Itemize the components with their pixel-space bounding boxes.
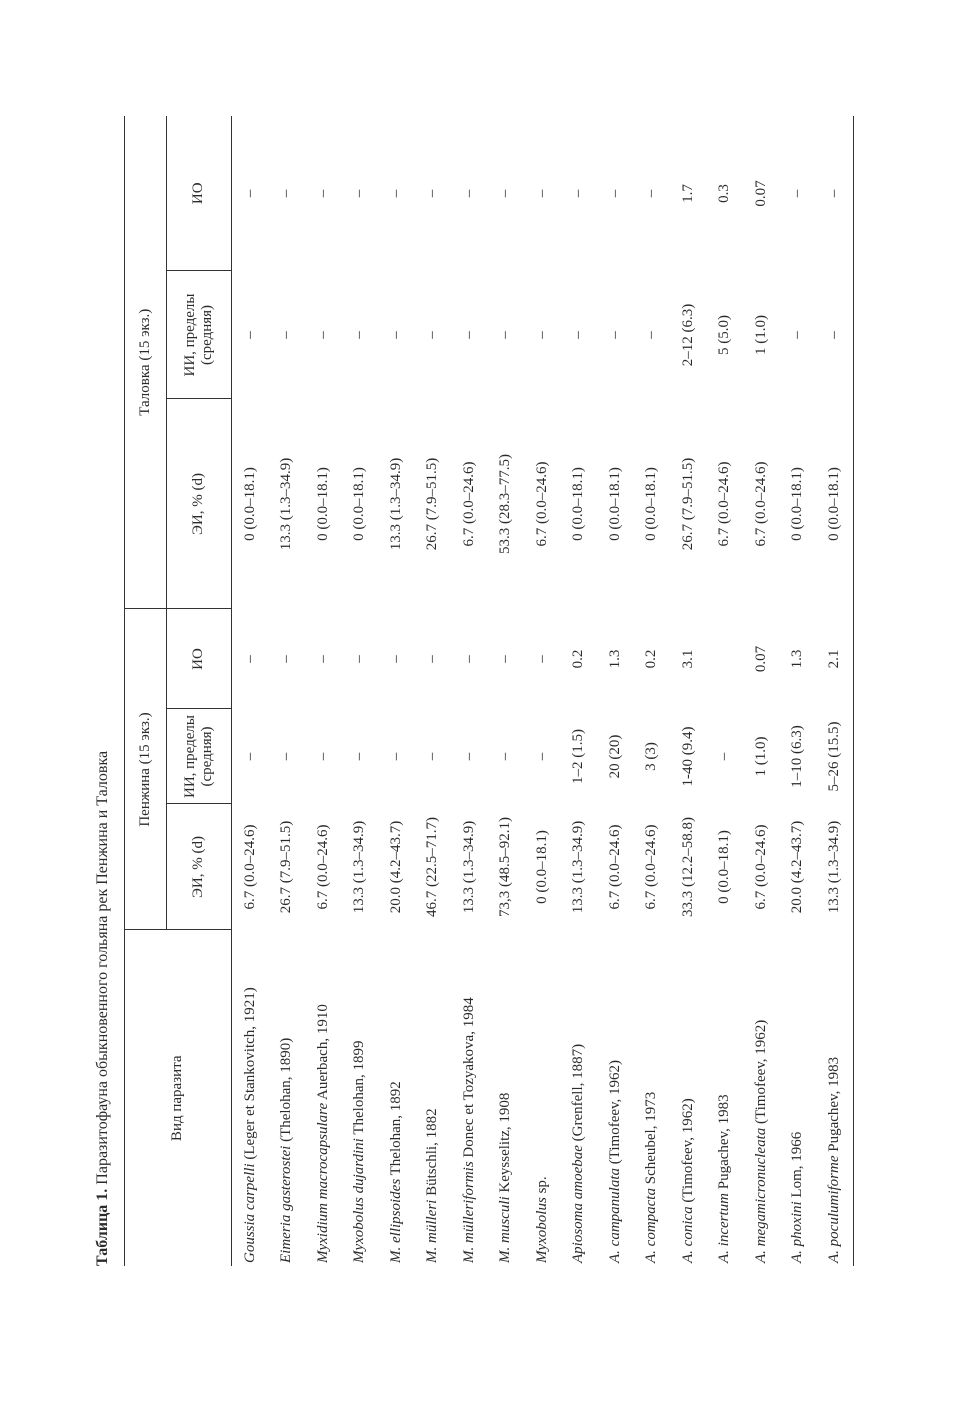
species-cell: [634, 930, 671, 1266]
value-cell-p-io: 3.1: [679, 649, 696, 669]
species-author: (Timofeev, 1962): [679, 1098, 696, 1207]
species-cell: [269, 930, 306, 1266]
species-author: Thelohan, 1899: [351, 1040, 368, 1139]
species-genus: M. ellipsoides: [387, 1178, 404, 1263]
value-cell-t-io: –: [570, 189, 587, 198]
value-cell-t-ii: –: [387, 331, 404, 339]
value-cell-p-ei: 13.3 (1.3–34.9): [460, 820, 477, 914]
species-genus: A. poculumiforme: [825, 1155, 842, 1263]
table-row: [524, 116, 561, 1266]
species-author: (Leger et Stankovitch, 1921): [241, 987, 258, 1164]
species-cell: [488, 930, 525, 1266]
species-cell: [305, 930, 342, 1266]
table-row: [634, 116, 671, 1266]
value-cell-p-ei: 20.0 (4.2–43.7): [387, 820, 404, 914]
value-cell-p-ei: 33.3 (12.2–58.8): [679, 817, 696, 917]
value-cell-t-ei: 0 (0.0–18.1): [570, 467, 587, 541]
col-penzhina-ei: ЭИ, % (d): [167, 804, 232, 930]
value-cell-t-io: –: [497, 189, 514, 198]
table-row: [269, 116, 306, 1266]
value-cell-t-io: –: [816, 116, 853, 271]
value-cell-t-ii: –: [424, 331, 441, 339]
species-cell: [342, 930, 379, 1266]
table-row: [378, 116, 415, 1266]
value-cell-t-ii: –: [816, 271, 853, 399]
value-cell-p-io: –: [351, 655, 368, 663]
table-row: [707, 116, 744, 1266]
value-cell-t-ei: 53.3 (28.3–77.5): [497, 454, 514, 554]
table-row: [232, 116, 269, 1266]
species-author: Bütschli, 1882: [424, 1108, 441, 1200]
value-cell-t-ii: –: [241, 331, 258, 339]
table-row: [488, 116, 525, 1266]
value-cell-p-ei: 46.7 (22.5–71.7): [424, 817, 441, 917]
value-cell-t-io: –: [241, 189, 258, 198]
species-author: (Thelohan, 1890): [278, 1037, 295, 1146]
species-genus: A. incertum: [716, 1193, 733, 1263]
value-cell-p-ii: –: [387, 752, 404, 761]
value-cell-p-ei: 13.3 (1.3–34.9): [351, 820, 368, 914]
value-cell-t-io: 0.07: [752, 180, 769, 207]
value-cell-p-io: –: [460, 655, 477, 663]
value-cell-t-ii: 2–12 (6.3): [679, 303, 696, 367]
value-cell-t-ei: 6.7 (0.0–24.6): [716, 461, 733, 547]
value-cell-t-io: –: [533, 189, 550, 198]
table-caption-label: Таблица 1.: [94, 1188, 111, 1266]
col-talovka-ei: ЭИ, % (d): [167, 399, 232, 609]
value-cell-p-ii: –: [716, 752, 733, 761]
value-cell-t-ei: 26.7 (7.9–51.5): [424, 457, 441, 551]
value-cell-t-ii: –: [278, 331, 295, 339]
value-cell-t-io: –: [606, 189, 623, 198]
value-cell-p-io: –: [533, 655, 550, 663]
value-cell-p-ei: 0 (0.0–18.1): [533, 830, 550, 904]
value-cell-p-io: 0.07: [752, 645, 769, 673]
value-cell-p-io: 0.2: [570, 649, 587, 669]
value-cell-t-io: –: [789, 189, 806, 198]
value-cell-p-ei: 0 (0.0–18.1): [716, 830, 733, 904]
value-cell-p-io: –: [278, 655, 295, 663]
species-author: Keysselitz, 1908: [497, 1092, 514, 1197]
table-row: [780, 116, 817, 1266]
value-cell-t-ii: 5 (5.0): [716, 315, 733, 355]
value-cell-t-ei: 6.7 (0.0–24.6): [533, 461, 550, 547]
value-cell-p-ei: 6.7 (0.0–24.6): [606, 824, 623, 910]
table-row: [415, 116, 452, 1266]
value-cell-t-ei: 6.7 (0.0–24.6): [752, 461, 769, 547]
value-cell-p-io: 0.2: [643, 649, 660, 669]
species-author: Thelohan, 1892: [387, 1081, 404, 1179]
value-cell-p-ii: –: [460, 752, 477, 761]
species-cell: [816, 930, 853, 1266]
table-caption-text: Паразитофауна обыкновенного гольяна рек Пенжина и Таловка: [94, 750, 111, 1189]
species-genus: M. mülleriformis: [460, 1161, 477, 1263]
value-cell-p-ii: –: [424, 752, 441, 761]
col-group-talovka: Таловка (15 экз.): [125, 116, 167, 609]
species-cell: [597, 930, 634, 1266]
species-author: Auerbach, 1910: [314, 1004, 331, 1103]
value-cell-p-ei: 13.3 (1.3–34.9): [816, 804, 853, 930]
value-cell-p-io: 1.3: [606, 649, 623, 669]
species-cell: [415, 930, 452, 1266]
species-author: (Grenfell, 1887): [570, 1043, 587, 1146]
species-genus: A. conica: [679, 1206, 696, 1263]
species-genus: Apiosoma amoebae: [570, 1145, 587, 1263]
col-talovka-ii-line1: ИИ, пределы: [181, 293, 198, 377]
value-cell-p-ii: –: [497, 752, 514, 761]
value-cell-p-ei: 6.7 (0.0–24.6): [643, 824, 660, 910]
value-cell-t-ei: 13.3 (1.3–34.9): [387, 457, 404, 551]
value-cell-t-ei: 0 (0.0–18.1): [816, 399, 853, 609]
value-cell-p-ii: 1–2 (1.5): [570, 729, 587, 784]
value-cell-t-io: –: [314, 189, 331, 198]
value-cell-t-io: –: [424, 189, 441, 198]
table-row: [342, 116, 379, 1266]
value-cell-p-io: –: [387, 655, 404, 663]
table-row: [743, 116, 780, 1266]
value-cell-p-io: 1.3: [789, 649, 806, 669]
value-cell-t-io: –: [387, 189, 404, 198]
parasite-table: [124, 116, 854, 1266]
table-row: [670, 116, 707, 1266]
value-cell-p-ii: 20 (20): [606, 734, 623, 779]
value-cell-p-ii: –: [533, 752, 550, 761]
value-cell-p-ii: 1 (1.0): [752, 736, 769, 777]
species-author: Scheubel, 1973: [643, 1091, 660, 1189]
species-cell: [378, 930, 415, 1266]
species-cell: [232, 930, 269, 1266]
value-cell-t-ii: –: [533, 331, 550, 339]
value-cell-p-ei: 26.7 (7.9–51.5): [278, 820, 295, 914]
value-cell-t-io: –: [351, 189, 368, 198]
value-cell-p-io: –: [497, 655, 514, 663]
species-genus: Myxidium macrocapsulare: [314, 1102, 331, 1263]
value-cell-t-io: –: [460, 189, 477, 198]
value-cell-p-ii: 1–10 (6.3): [789, 725, 806, 788]
value-cell-t-ei: 0 (0.0–18.1): [241, 467, 258, 541]
value-cell-p-ei: 6.7 (0.0–24.6): [314, 824, 331, 910]
species-author: Lom, 1966: [789, 1131, 806, 1202]
table-row: [816, 116, 853, 1266]
species-cell: [451, 930, 488, 1266]
value-cell-p-ii: –: [314, 752, 331, 761]
value-cell-t-ii: –: [497, 331, 514, 339]
col-talovka-ii-line2: (средняя): [199, 304, 215, 366]
value-cell-p-io: –: [314, 655, 331, 663]
species-genus: A. phoxini: [789, 1201, 806, 1263]
species-genus: M. musculi: [497, 1196, 514, 1263]
value-cell-t-ei: 0 (0.0–18.1): [643, 467, 660, 541]
species-cell: [780, 930, 817, 1266]
value-cell-t-ei: 0 (0.0–18.1): [606, 467, 623, 541]
value-cell-t-ei: 6.7 (0.0–24.6): [460, 461, 477, 547]
value-cell-p-ii: 5–26 (15.5): [816, 709, 853, 804]
value-cell-p-ei: 6.7 (0.0–24.6): [241, 824, 258, 910]
col-penzhina-io: ИО: [167, 609, 232, 709]
value-cell-p-ei: 13.3 (1.3–34.9): [570, 820, 587, 914]
value-cell-t-ei: 13.3 (1.3–34.9): [278, 457, 295, 551]
table-row: [597, 116, 634, 1266]
table-row: [451, 116, 488, 1266]
value-cell-p-ii: –: [241, 752, 258, 761]
table-body: [232, 116, 854, 1266]
value-cell-t-ii: –: [789, 331, 806, 339]
species-genus: Eimeria gasterostei: [278, 1145, 295, 1263]
species-author: Pugachev, 1983: [825, 1056, 842, 1156]
species-cell: [561, 930, 598, 1266]
species-author: (Timofeev, 1962): [606, 1059, 623, 1168]
species-genus: A. compacta: [643, 1188, 660, 1263]
value-cell-t-ii: 1 (1.0): [752, 315, 769, 355]
species-genus: Myxobolus: [533, 1197, 550, 1263]
value-cell-p-io: –: [241, 655, 258, 663]
value-cell-t-ei: 0 (0.0–18.1): [351, 467, 368, 541]
value-cell-p-ii: –: [351, 752, 368, 761]
species-genus: Myxobolus dujardini: [351, 1138, 368, 1263]
value-cell-p-ii: –: [278, 752, 295, 761]
value-cell-t-io: 1.7: [679, 184, 696, 203]
value-cell-t-io: 0.3: [716, 184, 733, 203]
species-author: Donec et Tozyakova, 1984: [460, 997, 477, 1162]
value-cell-t-ii: –: [643, 331, 660, 339]
col-penzhina-ii-line1: ИИ, пределы: [181, 715, 198, 799]
table-row: [561, 116, 598, 1266]
species-author: Pugachev, 1983: [716, 1094, 733, 1194]
value-cell-p-io: [707, 609, 744, 709]
value-cell-p-ei: 73,3 (48.5–92.1): [497, 817, 514, 917]
species-genus: M. mülleri: [424, 1199, 441, 1263]
species-cell: [524, 930, 561, 1266]
value-cell-p-ei: 20.0 (4.2–43.7): [789, 820, 806, 914]
col-talovka-ii: [167, 271, 232, 399]
value-cell-p-ii: 1-40 (9.4): [679, 726, 696, 787]
value-cell-t-ei: 26.7 (7.9–51.5): [679, 457, 696, 551]
col-penzhina-ii: [167, 709, 232, 804]
species-author: sp.: [533, 1176, 550, 1198]
value-cell-t-ii: –: [606, 331, 623, 339]
value-cell-t-ei: 0 (0.0–18.1): [789, 467, 806, 541]
col-species: Вид паразита: [169, 1055, 186, 1142]
table-row: [305, 116, 342, 1266]
species-cell: [670, 930, 707, 1266]
value-cell-p-ii: 3 (3): [643, 742, 660, 771]
value-cell-t-ii: –: [460, 331, 477, 339]
species-genus: Goussia carpelli: [241, 1163, 258, 1263]
species-genus: A. campanulata: [606, 1168, 623, 1263]
species-cell: [707, 930, 744, 1266]
value-cell-t-ii: –: [351, 331, 368, 339]
value-cell-t-io: –: [643, 189, 660, 198]
species-cell: [743, 930, 780, 1266]
value-cell-t-ei: 0 (0.0–18.1): [314, 467, 331, 541]
col-group-penzhina: Пенжина (15 экз.): [125, 609, 167, 930]
species-genus: A. megamicronucleata: [752, 1127, 769, 1263]
value-cell-p-io: –: [424, 655, 441, 663]
value-cell-t-ii: –: [570, 331, 587, 339]
col-talovka-io: ИО: [167, 116, 232, 271]
species-author: (Timofeev, 1962): [752, 1019, 769, 1128]
value-cell-t-io: –: [278, 189, 295, 198]
col-penzhina-ii-line2: (средняя): [199, 726, 215, 787]
value-cell-p-io: 2.1: [816, 609, 853, 709]
table-caption: [94, 751, 112, 1266]
value-cell-t-ii: –: [314, 331, 331, 339]
value-cell-p-ei: 6.7 (0.0–24.6): [752, 824, 769, 910]
